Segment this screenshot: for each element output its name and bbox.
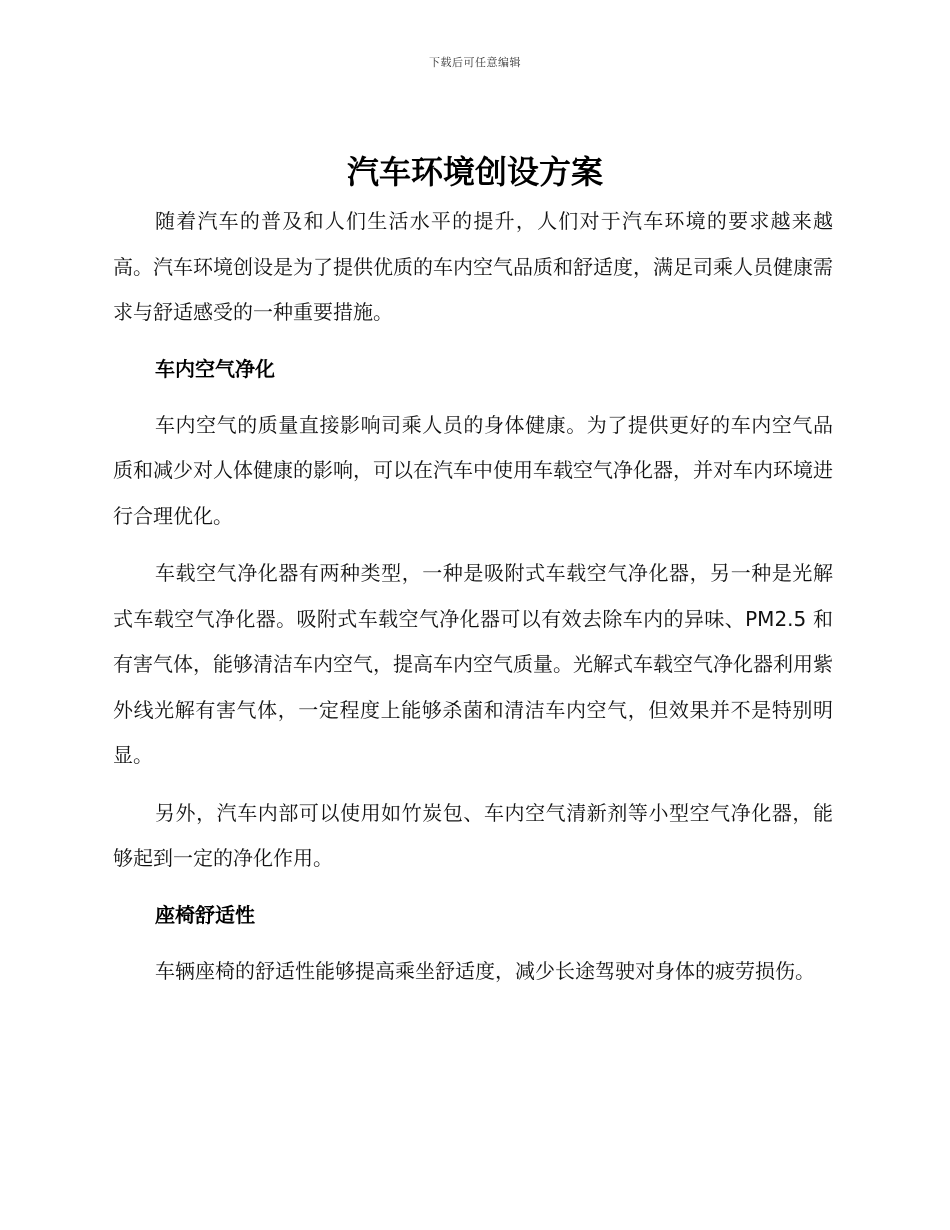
paragraph: 车载空气净化器有两种类型，一种是吸附式车载空气净化器，另一种是光解式车载空气净化器。吸附式车载空气净化器可以有效去除车内的异味、PM2.5 和有害气体，能够清洁车内空气，提高车内空气质量。光解式车载空气净化器利用紫外线光解有害气体，一定程度上能够杀菌和清洁车内空气，但效果并不是特别明显。 [113, 561, 833, 767]
page-header-note: 下载后可任意编辑 [429, 56, 521, 69]
document-title: 汽车环境创设方案 [346, 153, 603, 191]
document-body [113, 199, 833, 994]
intro-paragraph: 随着汽车的普及和人们生活水平的提升，人们对于汽车环境的要求越来越高。汽车环境创设是为了提供优质的车内空气品质和舒适度，满足司乘人员健康需求与舒适感受的一种重要措施。 [113, 209, 833, 324]
paragraph: 车辆座椅的舒适性能够提高乘坐舒适度，减少长途驾驶对身体的疲劳损伤。 [155, 958, 815, 983]
paragraph: 车内空气的质量直接影响司乘人员的身体健康。为了提供更好的车内空气品质和减少对人体健康的影响，可以在汽车中使用车载空气净化器，并对车内环境进行合理优化。 [113, 412, 833, 528]
section-heading-seat-comfort: 座椅舒适性 [155, 902, 255, 927]
paragraph: 另外，汽车内部可以使用如竹炭包、车内空气清新剂等小型空气净化器，能够起到一定的净化作用。 [113, 800, 833, 870]
section-heading-air-purification: 车内空气净化 [155, 356, 275, 381]
